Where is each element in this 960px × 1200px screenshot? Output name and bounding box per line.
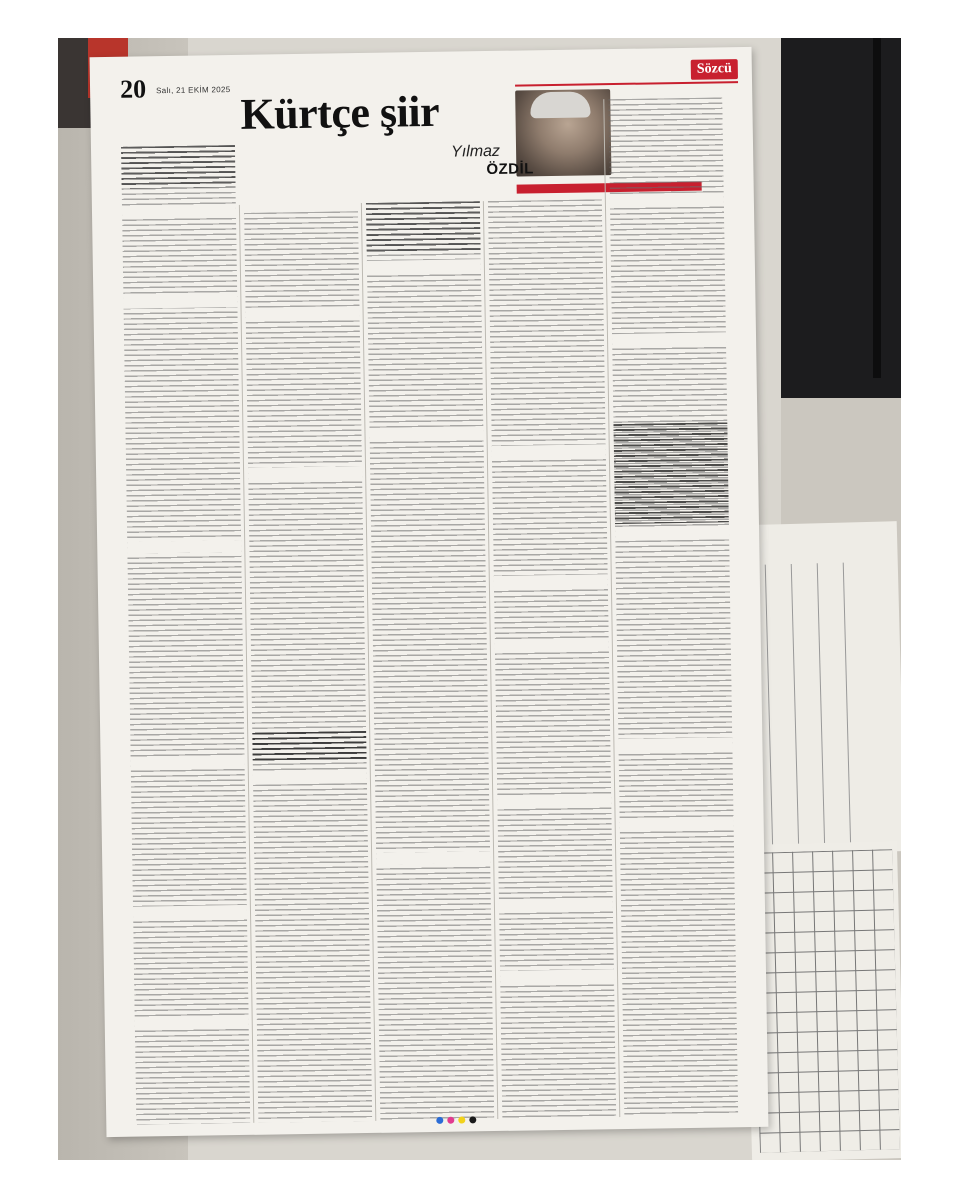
paragraph-break	[131, 755, 245, 769]
paragraph-break	[369, 426, 483, 440]
side-table-column	[843, 562, 872, 842]
paragraph-break	[246, 306, 360, 320]
paragraph-break	[497, 794, 611, 808]
paragraph-break	[610, 192, 724, 206]
registration-dot	[436, 1117, 443, 1124]
page-date: Salı, 21 EKİM 2025	[156, 85, 231, 96]
side-table-column	[817, 563, 846, 843]
registration-dot	[469, 1116, 476, 1123]
column-text-lines	[608, 97, 738, 1117]
crossword-grid	[752, 849, 900, 1153]
column-text-lines	[366, 201, 494, 1121]
paragraph-break	[253, 771, 367, 785]
side-table-column	[791, 563, 820, 843]
paragraph-break	[612, 332, 726, 346]
newspaper-page	[90, 47, 769, 1137]
monitor-edge	[873, 38, 881, 378]
side-paper-table	[754, 521, 901, 855]
author-last-name: ÖZDİL	[486, 160, 534, 179]
author-first-name: Yılmaz	[450, 142, 501, 161]
newspaper-logo: Sözcü	[691, 59, 738, 80]
article-column	[366, 201, 494, 1121]
page-number: 20	[119, 74, 147, 104]
paragraph-break	[618, 737, 732, 751]
paragraph-break	[500, 969, 614, 983]
monitor	[781, 38, 901, 398]
paragraph-break	[127, 540, 241, 554]
article-column	[608, 97, 738, 1117]
registration-dot	[458, 1116, 465, 1123]
paragraph-break	[499, 899, 613, 913]
article-column	[488, 199, 616, 1119]
column-text-lines	[121, 145, 250, 1125]
paragraph-break	[135, 1015, 249, 1029]
bold-paragraph	[252, 731, 366, 763]
paragraph-break	[133, 905, 247, 919]
paragraph-break	[494, 574, 608, 588]
paragraph-break	[492, 444, 606, 458]
bold-paragraph	[613, 422, 729, 524]
column-text-lines	[244, 211, 372, 1123]
article-column	[244, 211, 372, 1123]
paragraph-break	[122, 205, 236, 219]
paragraph-break	[376, 851, 490, 865]
paragraph-break	[495, 639, 609, 653]
paragraph-break	[367, 259, 481, 273]
paragraph-break	[123, 295, 237, 309]
headline: Kürtçe şiir	[240, 86, 440, 139]
header-rule	[515, 81, 738, 87]
article-column	[121, 145, 250, 1125]
author-photo-detail	[530, 91, 590, 118]
paragraph-break	[248, 466, 362, 480]
paragraph-break	[620, 817, 734, 831]
side-table-column	[765, 564, 794, 844]
paragraph-break	[615, 527, 729, 541]
registration-dot	[447, 1117, 454, 1124]
print-registration-marks	[436, 1116, 476, 1124]
